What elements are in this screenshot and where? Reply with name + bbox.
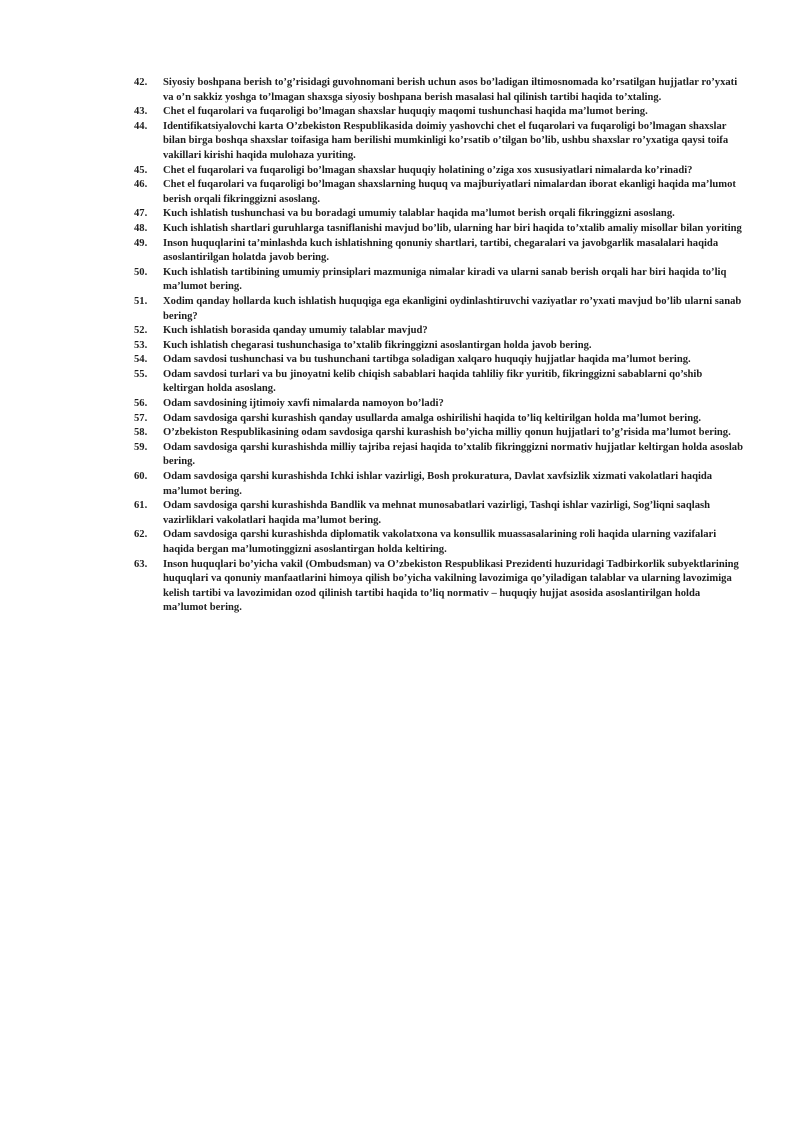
question-item <box>134 397 746 412</box>
question-item <box>134 339 746 354</box>
question-item <box>134 266 746 295</box>
question-number: 60. <box>134 471 148 483</box>
question-item <box>134 558 746 616</box>
question-text: Odam savdosining ijtimoiy xavfi nimalarda namoyon bo’ladi? <box>163 398 444 410</box>
question-item <box>134 295 746 324</box>
question-text: Chet el fuqarolari va fuqaroligi bo’lmagan shaxslar huquqiy maqomi tushunchasi haqida ma’lumot bering. <box>163 106 648 118</box>
question-number: 43. <box>134 106 148 118</box>
question-number: 50. <box>134 266 148 278</box>
question-number: 63. <box>134 558 148 570</box>
question-item <box>134 178 746 207</box>
question-number: 49. <box>134 237 148 249</box>
question-text: Kuch ishlatish chegarasi tushunchasiga to’xtalib fikringgizni asoslantirgan holda javob bering. <box>163 339 592 351</box>
question-number: 61. <box>134 500 148 512</box>
question-number: 57. <box>134 412 148 424</box>
question-text: Identifikatsiyalovchi karta O’zbekiston Respublikasida doimiy yashovchi chet el fuqarolari va fuqaroligi bo’lmagan shaxslar bilan birga boshqa shaxslar toifasiga ham berilishi mumkinligi ko’rsatib o’tilgan bo’lib, ushbu shaxslar ro’yxatiga qaysi toifa vakillari kirishi haqida mulohaza yuriting. <box>163 120 729 161</box>
question-text: Inson huquqlari bo’yicha vakil (Ombudsman) va O’zbekiston Respublikasi Prezidenti huzuridagi Tadbirkorlik subyektlarining huquqlari va qonuniy manfaatlarini himoya qilish bo’yicha vakilning lavozimiga qo’yiladigan talablar va ularning lavozimiga kelish tartibi va lavozimidan ozod qilinish tartibi haqida to’liq normativ – huquqiy hujjat asosida asoslantirilgan holda ma’lumot bering. <box>163 558 739 614</box>
question-text: Xodim qanday hollarda kuch ishlatish huquqiga ega ekanligini oydinlashtiruvchi vaziyatlar ro’yxati mavjud bo’lib ularni sanab bering? <box>163 295 742 322</box>
question-number: 47. <box>134 208 148 220</box>
question-text: O’zbekiston Respublikasining odam savdosiga qarshi kurashish bo’yicha milliy qonun hujjatlari to’g’risida ma’lumot bering. <box>163 427 731 439</box>
question-item <box>134 164 746 179</box>
question-number: 42. <box>134 77 148 88</box>
question-item <box>134 105 746 120</box>
question-item <box>134 324 746 339</box>
question-item <box>134 237 746 266</box>
question-item <box>134 222 746 237</box>
question-number: 52. <box>134 325 148 337</box>
question-number: 44. <box>134 120 148 132</box>
question-item <box>134 441 746 470</box>
question-number: 45. <box>134 164 148 176</box>
question-number: 54. <box>134 354 148 366</box>
question-text: Odam savdosiga qarshi kurashishda Ichki ishlar vazirligi, Bosh prokuratura, Davlat xavfsizlik xizmati vakolatlari haqida ma’lumot bering. <box>163 471 713 497</box>
question-number: 53. <box>134 339 148 351</box>
question-item <box>134 76 746 105</box>
question-item <box>134 470 746 499</box>
question-text: Odam savdosi tushunchasi va bu tushunchani tartibga soladigan xalqaro huquqiy hujjatlar haqida ma’lumot bering. <box>163 354 691 366</box>
question-number: 58. <box>134 427 148 439</box>
question-number: 46. <box>134 179 148 191</box>
question-item <box>134 528 746 557</box>
question-number: 51. <box>134 295 148 307</box>
question-item <box>134 368 746 397</box>
question-item <box>134 412 746 427</box>
question-number: 59. <box>134 441 148 453</box>
question-number: 48. <box>134 222 148 234</box>
question-text: Kuch ishlatish borasida qanday umumiy talablar mavjud? <box>163 325 428 337</box>
question-text: Odam savdosiga qarshi kurashishda milliy tajriba rejasi haqida to’xtalib fikringgizni normativ hujjatlar keltirgan holda asoslab bering. <box>163 441 743 468</box>
question-number: 56. <box>134 398 148 410</box>
question-item <box>134 353 746 368</box>
question-text: Siyosiy boshpana berish to’g’risidagi guvohnomani berish uchun asos bo’ladigan iltimosnomada ko’rsatilgan hujjatlar ro’yxati va o’n sakkiz yoshga to’lmagan shaxsga siyosiy boshpana berish masalasi hal qilinish tartibi haqida to’xtaling. <box>163 77 738 103</box>
question-text: Kuch ishlatish tartibining umumiy prinsiplari mazmuniga nimalar kiradi va ularni sanab berish orqali har biri haqida to’liq ma’lumot bering. <box>163 266 727 293</box>
question-list <box>134 76 746 616</box>
question-text: Odam savdosiga qarshi kurashishda diplomatik vakolatxona va konsullik muassasalarining roli haqida ularning vazifalari haqida bergan ma’lumotinggizni asoslantirgan holda keltiring. <box>163 529 717 555</box>
question-text: Inson huquqlarini ta’minlashda kuch ishlatishning qonuniy shartlari, tartibi, chegaralari va javobgarlik masalalari haqida asoslantirilgan holatda javob bering. <box>163 237 719 264</box>
question-text: Kuch ishlatish tushunchasi va bu boradagi umumiy talablar haqida ma’lumot berish orqali fikringgizni asoslang. <box>163 208 675 220</box>
question-number: 55. <box>134 368 148 380</box>
question-item <box>134 426 746 441</box>
question-text: Kuch ishlatish shartlari guruhlarga tasniflanishi mavjud bo’lib, ularning har biri haqida to’xtalib amaliy misollar bilan yoriting <box>163 222 742 234</box>
question-text: Odam savdosi turlari va bu jinoyatni kelib chiqish sabablari haqida tahliliy fikr yuritib, fikringgizni sabablarni qo’shib keltirgan holda asoslang. <box>163 368 703 395</box>
question-item <box>134 120 746 164</box>
question-text: Odam savdosiga qarshi kurashishda Bandlik va mehnat munosabatlari vazirligi, Tashqi ishlar vazirligi, Sog’liqni saqlash vazirliklari vakolatlari haqida ma’lumot bering. <box>163 500 710 526</box>
question-item <box>134 499 746 528</box>
question-text: Odam savdosiga qarshi kurashish qanday usullarda amalga oshirilishi haqida to’liq keltirilgan holda ma’lumot bering. <box>163 412 702 424</box>
question-text: Chet el fuqarolari va fuqaroligi bo’lmagan shaxslarning huquq va majburiyatlari nimalardan iborat ekanligi haqida ma’lumot berish orqali fikringgizni asoslang. <box>163 179 736 205</box>
question-text: Chet el fuqarolari va fuqaroligi bo’lmagan shaxslar huquqiy holatining o’ziga xos xususiyatlari nimalarda ko’rinadi? <box>163 164 693 176</box>
question-item <box>134 207 746 222</box>
question-number: 62. <box>134 529 148 541</box>
